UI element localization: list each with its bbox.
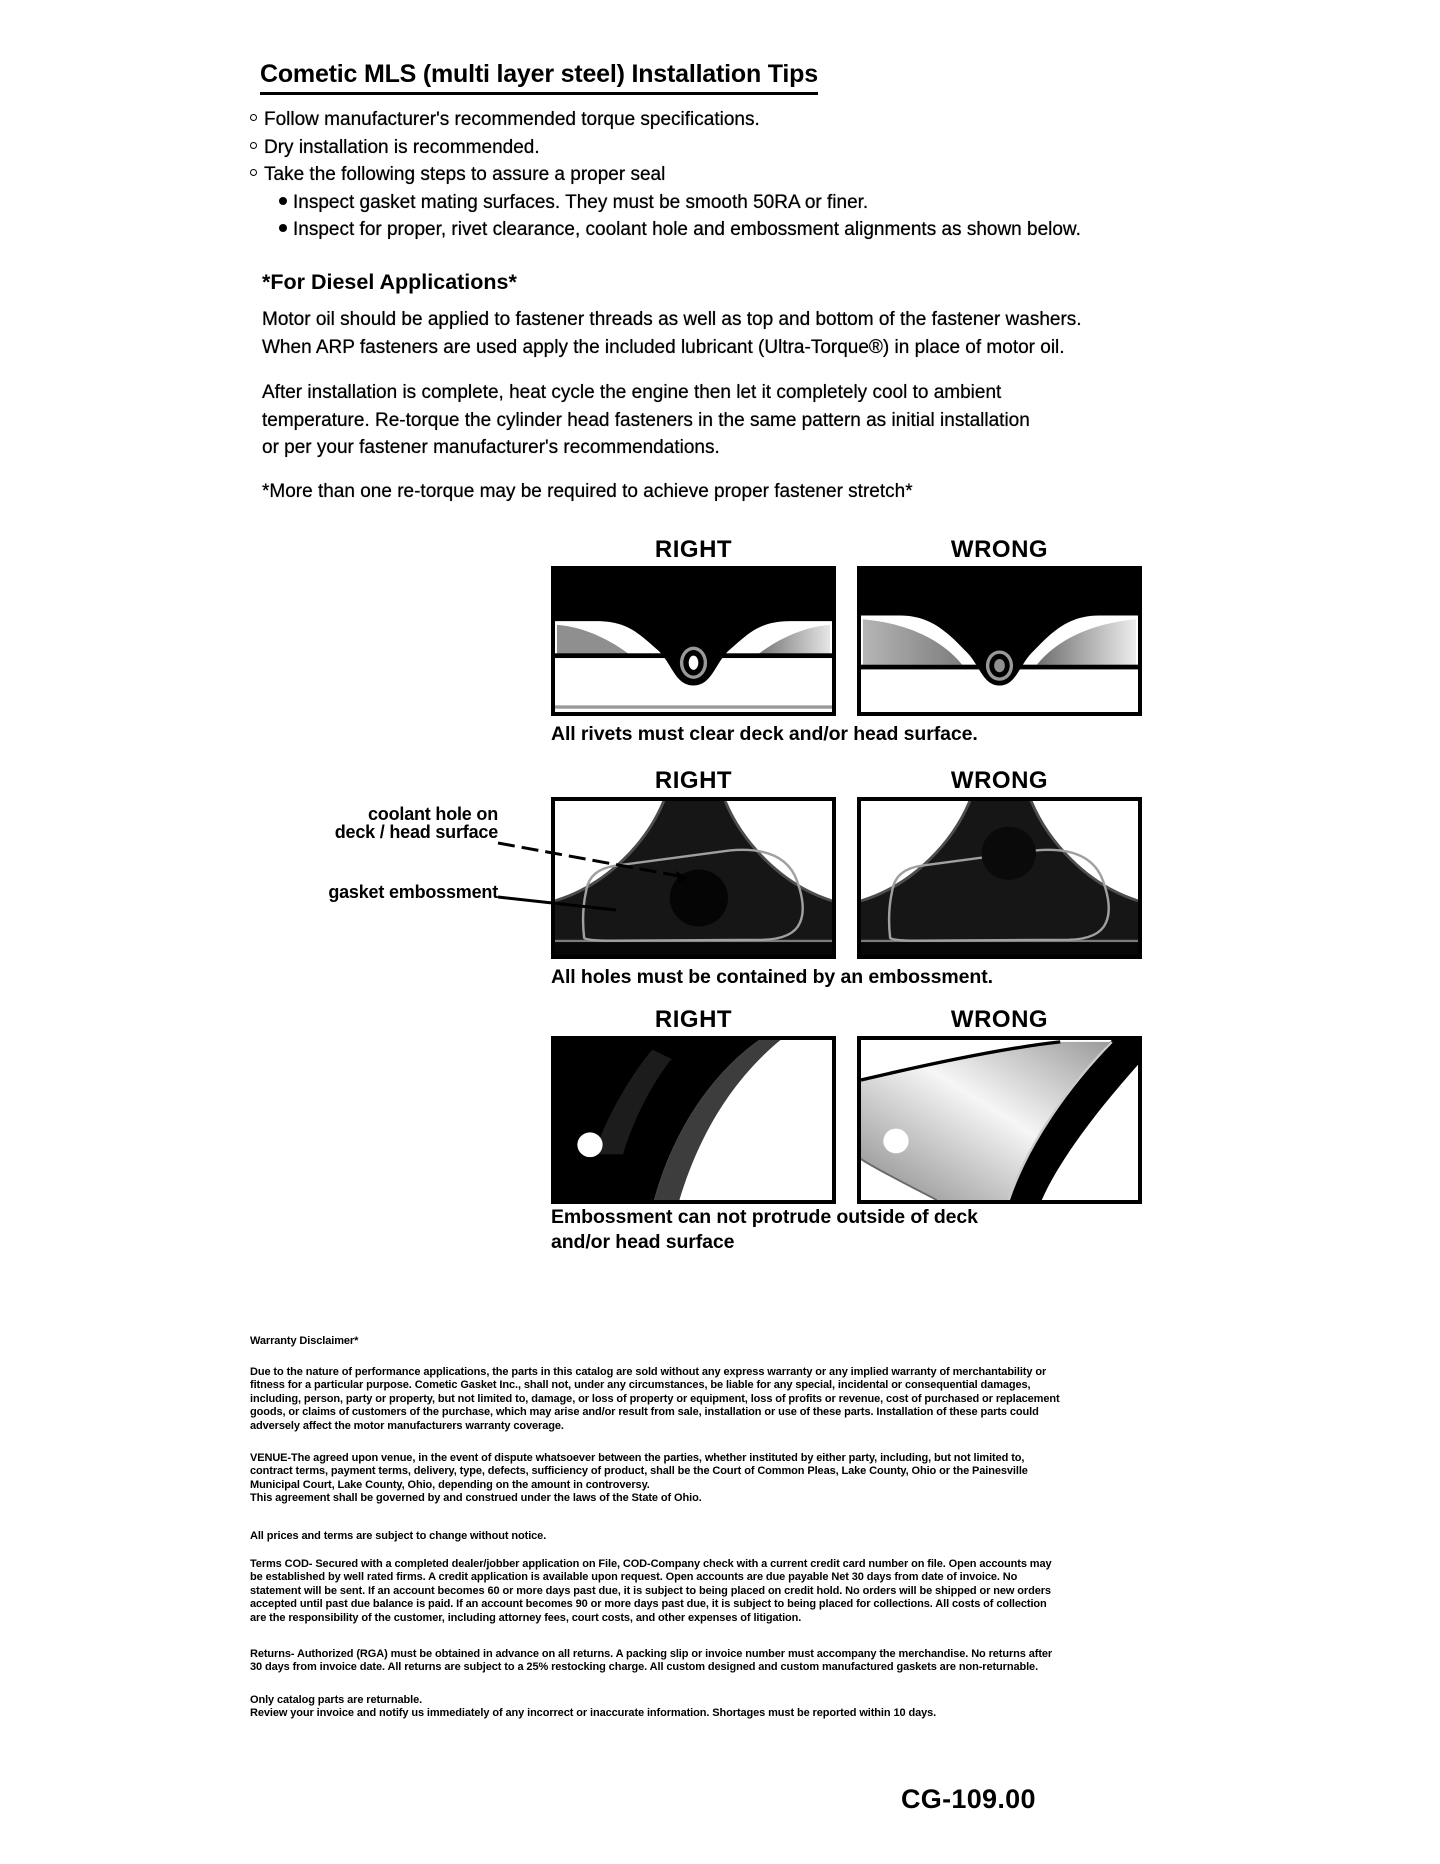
embossment-outside-deck-illustration [861, 1040, 1138, 1200]
right-label-row2: RIGHT [654, 767, 733, 794]
diesel-paragraph-2: After installation is complete, heat cycle the engine then let it completely cool to ambient temperature. Re-torque the cylinder head fasteners in the same pattern as initial installation or per your fastener manufacturer's recommendations. [262, 382, 1030, 458]
rivet-clear-illustration [555, 570, 832, 712]
sub-bullet-item [279, 189, 1081, 217]
bullet-item [250, 134, 1081, 162]
protrusion-right-diagram [551, 1036, 836, 1204]
catalog-returns-note: Only catalog parts are returnable. Review your invoice and notify us immediately of any incorrect or inaccurate information. Shortages must be reported within 10 days. [250, 1694, 937, 1720]
right-label-row1: RIGHT [654, 536, 733, 563]
caption-rivets: All rivets must clear deck and/or head surface. [551, 723, 978, 745]
bullet-text: Inspect for proper, rivet clearance, coolant hole and embossment alignments as shown below. [293, 219, 1081, 240]
open-bullet-icon [250, 169, 257, 176]
bullet-text: Dry installation is recommended. [264, 136, 540, 158]
page-title: Cometic MLS (multi layer steel) Installation Tips [260, 60, 818, 95]
retorque-note: *More than one re-torque may be required to achieve proper fastener stretch* [262, 481, 913, 502]
tips-bullet-list [250, 106, 1081, 244]
protrusion-wrong-diagram [857, 1036, 1142, 1204]
hole-inside-embossment-illustration [555, 801, 832, 955]
rivet-wrong-diagram [857, 566, 1142, 716]
warranty-paragraph-1: Due to the nature of performance applications, the parts in this catalog are sold without any express warranty or any implied warranty of merchantability or fitness for a particular purpose. Cometic Gasket Inc., shall not, under any circumstances, be liable for any special, incidental or consequential damages, including, person, party or property, but not limited to, damage, or loss of property or equipment, loss of profits or revenue, cost of purchased or replacement goods, or claims of customers of the purchase, which may arise and/or result from sale, installation or use of these parts. Installation of these parts could adversely affect the motor manufacturers warranty coverage. [250, 1366, 1060, 1432]
rivet-right-diagram [551, 566, 836, 716]
filled-bullet-icon [279, 197, 287, 205]
prices-notice: All prices and terms are subject to change without notice. [250, 1530, 547, 1542]
bullet-item [250, 161, 1081, 189]
open-bullet-icon [250, 142, 257, 149]
sub-bullet-item [279, 216, 1081, 244]
bullet-text: Follow manufacturer's recommended torque specifications. [264, 109, 760, 130]
venue-paragraph: VENUE-The agreed upon venue, in the event of dispute whatsoever between the parties, whether instituted by either party, including, but not limited to, contract terms, payment terms, delivery, type, defects, sufficiency of product, shall be the Court of Common Pleas, Lake County, Ohio or the Painesville Municipal Court, Lake County, Ohio, depending on the amount in controversy. This agreement shall be governed by and construed under the laws of the State of Ohio. [250, 1452, 1028, 1505]
rivet-touching-illustration [861, 570, 1138, 712]
terms-cod-paragraph: Terms COD- Secured with a completed dealer/jobber application on File, COD-Company check with a current credit card number on file. Open accounts may be established by well rated firms. A credit application is available upon request. Open accounts are due payable Net 30 days from date of invoice. No statement will be sent. If an account becomes 60 or more days past due, it is subject to being placed on credit hold. No orders will be shipped or new orders accepted until past due balance is paid. If an account becomes 90 or more days past due, it is subject to being placed for collections. All costs of collection are the responsibility of the customer, including attorney fees, court costs, and other expenses of litigation. [250, 1558, 1052, 1624]
coolant-hole-label-line2: deck / head surface [334, 821, 498, 842]
embossment-wrong-diagram [857, 797, 1142, 959]
gasket-embossment-label: gasket embossment [328, 882, 498, 902]
wrong-label-row1: WRONG [950, 536, 1049, 563]
filled-bullet-icon [279, 224, 287, 232]
returns-paragraph: Returns- Authorized (RGA) must be obtained in advance on all returns. A packing slip or invoice number must accompany the merchandise. No returns after 30 days from invoice date. All returns are subject to a 25% restocking charge. All custom designed and custom manufactured gaskets are non-returnable. [250, 1648, 1053, 1674]
open-bullet-icon [250, 114, 257, 121]
page-code: CG-109.00 [901, 1784, 1036, 1814]
bullet-text: Take the following steps to assure a proper seal [264, 164, 666, 185]
caption-holes: All holes must be contained by an embossment. [551, 966, 993, 988]
right-label-row3: RIGHT [654, 1006, 733, 1033]
wrong-label-row3: WRONG [950, 1006, 1049, 1033]
caption-embossment: Embossment can not protrude outside of deck and/or head surface [551, 1206, 978, 1253]
warranty-disclaimer-heading: Warranty Disclaimer* [250, 1335, 359, 1347]
wrong-label-row2: WRONG [950, 767, 1049, 794]
embossment-right-diagram [551, 797, 836, 959]
diesel-section-heading: *For Diesel Applications* [262, 270, 517, 294]
coolant-hole-label [250, 806, 498, 841]
coolant-hole-label-line1: coolant hole on [368, 804, 498, 824]
embossment-inside-deck-illustration [555, 1040, 832, 1200]
bullet-text: Inspect gasket mating surfaces. They must be smooth 50RA or finer. [293, 191, 869, 213]
hole-outside-embossment-illustration [861, 801, 1138, 955]
bullet-item [250, 106, 1081, 134]
diesel-paragraph-1: Motor oil should be applied to fastener threads as well as top and bottom of the fastener washers. When ARP fasteners are used apply the included lubricant (Ultra-Torque®) in place of motor oil. [262, 309, 1082, 358]
